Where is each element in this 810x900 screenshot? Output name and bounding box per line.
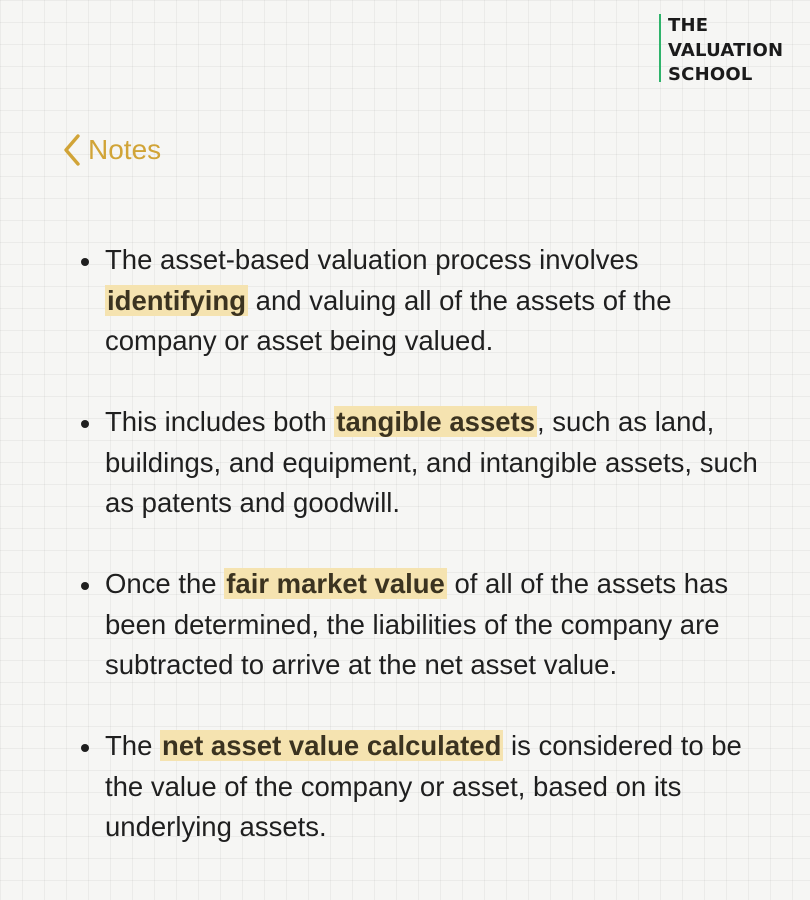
highlighted-term: net asset value calculated — [162, 730, 502, 761]
brand-logo — [659, 14, 784, 85]
back-button-label: Notes — [88, 134, 162, 165]
notes-list — [78, 240, 768, 888]
highlighted-term: fair market value — [226, 568, 445, 599]
highlighted-term: tangible assets — [336, 406, 535, 437]
list-item: The asset-based valuation process involves identifying and valuing all of the assets of the company or asset being valued. — [78, 240, 768, 362]
back-button[interactable] — [62, 130, 161, 170]
chevron-left-icon — [62, 133, 82, 167]
list-item: This includes both tangible assets, such as land, buildings, and equipment, and intangible assets, such as patents and goodwill. — [78, 402, 768, 524]
list-item: The net asset value calculated is considered to be the value of the company or asset, based on its underlying assets. — [78, 726, 768, 848]
brand-line-3: SCHOOL — [668, 64, 753, 85]
brand-line-1: THE — [668, 15, 709, 36]
highlighted-term: identifying — [107, 284, 247, 316]
brand-line-2: VALUATION — [668, 39, 784, 61]
list-item: Once the fair market value of all of the assets has been determined, the liabilities of the company are subtracted to arrive at the net asset value. — [78, 564, 768, 686]
